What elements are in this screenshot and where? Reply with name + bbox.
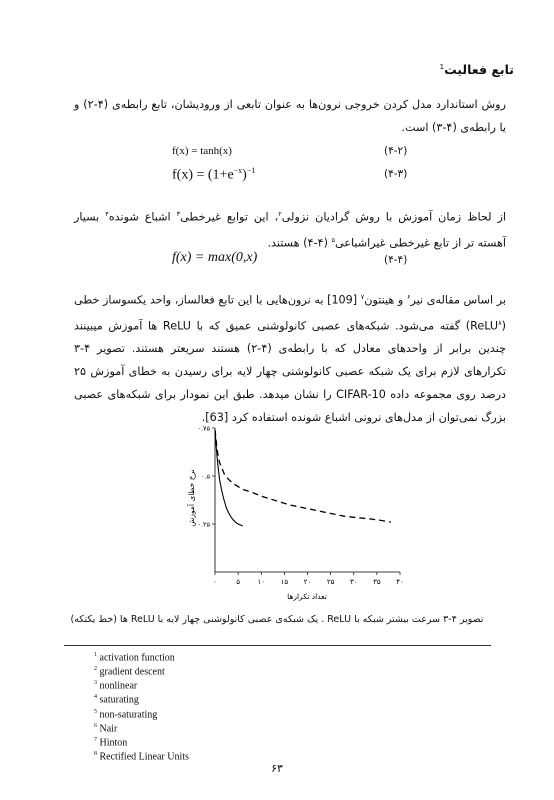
footnote: $^5$ non-saturating <box>94 708 158 720</box>
equation-formula: f(x) = max(0,x) <box>172 250 258 265</box>
x-tick-label: ۲۵ <box>326 578 335 586</box>
x-tick-label: ۱۰ <box>257 578 266 586</box>
series-line-solid <box>215 430 243 526</box>
footnote-ref: ۵ <box>331 235 335 244</box>
footnote-ref: ۴ <box>105 210 109 218</box>
equation-formula: $f(x) = (1+e^{-x})^{-1}$ <box>172 166 256 183</box>
x-tick-label: ۳۰ <box>349 578 358 586</box>
section-heading-text: تابع فعالیت <box>444 62 514 77</box>
x-tick-label: ۵ <box>236 578 241 586</box>
section-heading <box>440 62 514 77</box>
footnote: $^8$ Rectified Linear Units <box>94 750 189 763</box>
paragraph-intro: روش استاندارد مدل کردن خروجی نرون‌ها به عنوان تابعی از ورودیشان، تابع رابطه‌ی (۴-۲) و یا رابطه‌ی (۴-۳) است. <box>74 98 506 134</box>
footnotes <box>94 650 189 763</box>
equation-number: (۴-۴) <box>384 254 408 266</box>
equation-relu <box>0 250 554 272</box>
x-tick-label: ۰ <box>213 578 217 586</box>
y-tick-label: ۰.۵ <box>200 472 210 481</box>
x-tick-label: ۳۵ <box>373 578 381 586</box>
page-number: ۶۳ <box>271 762 283 775</box>
x-tick-label: ۴۰ <box>396 578 404 586</box>
footnote-ref: ۷ <box>360 293 365 301</box>
equation-number: (۴-۲) <box>384 145 408 157</box>
x-axis-label: تعداد تکرارها <box>287 592 327 601</box>
equation-sigmoid <box>0 164 554 186</box>
paragraph-saturating: از لحاظ زمان آموزش با روش گرادیان نزولی$^۲$، این توابع غیرخطی$^۳$ اشباع شونده$^۴$ بسیار آهسته تر از تابع غیرخطی غیراشباعی$^۵$ (۴-۴) هستند. <box>74 210 507 250</box>
y-tick-label: ۰.۷۵ <box>197 424 210 433</box>
footnote: $^4$ saturating <box>94 694 139 706</box>
paragraph-relu: بر اساس مقاله‌ی نیر$^۶$ و هینتون$^۷$ [109] به نرون‌هایی با این تابع فعالساز، واحد یکسوساز خطی (ReLU$^۸$) گفته می‌شود. شبکه‌های عصبی کانولوشنی عمیق که با ReLU ها آموزش میبینند چندین برابر از واحدهای معادل که با رابطه‌ی (۴-۲) هستند سریعتر هستند. تصویر ۴-۳ تکرارهای لازم برای یک شبکه عصبی کانولوشنی چهار لایه برای رسیدن به خطای آموزش ۲۵ درصد روی مجموعه داده CIFAR-10 را نشان میدهد. طبق این نمودار برای شبکه‌های عصبی بزرگ نمی‌توان از مدل‌های نرونی اشباع شونده استفاده کرد [63]. <box>74 293 507 425</box>
equation-tanh <box>0 142 554 164</box>
x-tick-label: ۲۰ <box>303 578 312 586</box>
y-tick-label: ۰.۲۵ <box>197 520 210 529</box>
footnote: $^6$ Nair <box>94 722 118 734</box>
equation-formula: f(x) = tanh(x) <box>172 145 232 157</box>
footnote: $^2$ gradient descent <box>94 666 165 678</box>
footnote-ref: ۶ <box>406 293 411 301</box>
footnote-divider <box>64 645 491 646</box>
figure-caption: تصویر ۴-۳ سرعت بیشتر شبکه با ReLU . یک شبکه‌ی عصبی کانولوشنی چهار لایه با ReLU ها (خط یکتکه) <box>70 614 484 625</box>
y-axis-label: نرخ خطای آموزش <box>187 469 196 527</box>
equation-number: (۴-۳) <box>384 168 408 180</box>
footnote: $^7$ Hinton <box>94 736 128 749</box>
series-line-dashed <box>215 430 391 522</box>
footnote-ref: ۸ <box>498 318 502 327</box>
footnote: $^3$ nonlinear <box>94 680 138 692</box>
footnote-ref: ۳ <box>176 210 181 218</box>
footnote-ref: 1 <box>439 62 445 71</box>
footnote-ref: ۲ <box>278 210 282 218</box>
x-tick-label: ۱۵ <box>280 578 289 586</box>
footnote: $^1$ activation function <box>94 652 175 664</box>
training-error-chart <box>160 418 420 608</box>
